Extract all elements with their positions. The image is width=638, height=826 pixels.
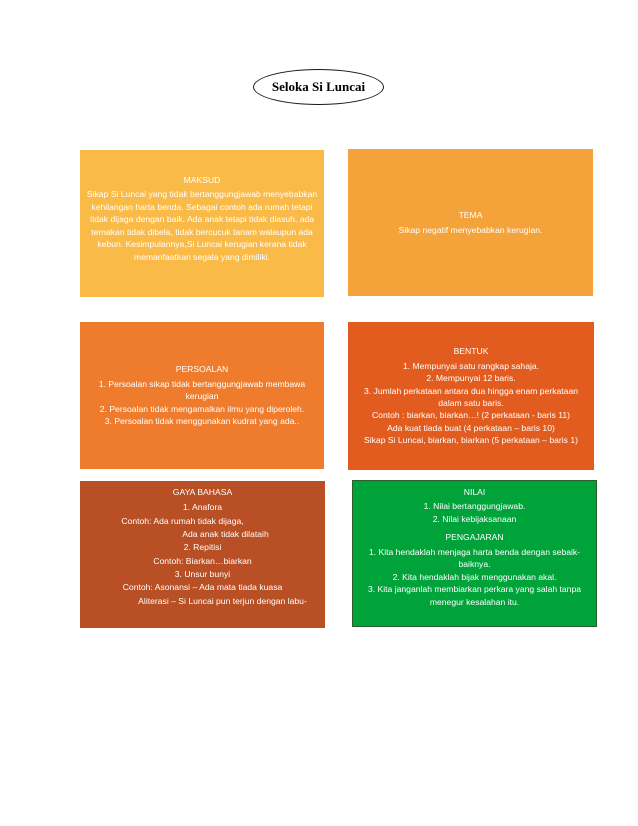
bentuk-item: 1. Mempunyai satu rangkap sahaja. [402, 360, 540, 371]
page-title: Seloka Si Luncai [271, 79, 366, 94]
bentuk-item: Contoh : biarkan, biarkan…! (2 perkataan - baris 11) [371, 410, 571, 421]
persoalan-item: 1. Persoalan sikap tidak bertanggungjawab membawa kerugian [98, 378, 306, 402]
bentuk-item: Sikap Si Luncai, biarkan, biarkan (5 perkataan – baris 1) [363, 435, 578, 446]
maksud-box [80, 150, 324, 297]
persoalan-item: 3. Persoalan tidak menggunakan kudrat yang ada.. [104, 416, 300, 427]
title-ellipse [253, 69, 384, 105]
gaya-bahasa-line: Aliterasi – Si Luncai pun terjun dengan labu- [138, 595, 307, 606]
pengajaran-item: 1. Kita hendaklah menjaga harta benda dengan sebaik-baiknya. [368, 546, 581, 570]
pengajaran-item: 3. Kita janganlah membiarkan perkara yang salah tanpa menegur kesalahan itu. [367, 584, 582, 607]
gaya-bahasa-line: Ada anak tidak dilataih [182, 528, 269, 539]
gaya-bahasa-line: Contoh: Asonansi – Ada mata tiada kuasa [122, 582, 283, 593]
tema-heading: TEMA [458, 210, 483, 221]
gaya-bahasa-line: Contoh: Biarkan…biarkan [153, 555, 252, 566]
persoalan-heading: PERSOALAN [175, 364, 229, 375]
gaya-bahasa-box [80, 481, 325, 628]
tema-body: Sikap negatif menyebabkan kerugian. [398, 224, 543, 235]
bentuk-item: 3. Jumlah perkataan antara dua hingga enam perkataan dalam satu baris. [363, 385, 579, 408]
gaya-bahasa-line: 1. Anafora [182, 502, 223, 513]
tema-box [348, 149, 593, 296]
gaya-bahasa-heading: GAYA BAHASA [172, 487, 233, 497]
bentuk-item: 2. Mempunyai 12 baris. [426, 373, 516, 384]
pengajaran-heading: PENGAJARAN [445, 532, 504, 543]
nilai-box [352, 480, 597, 627]
nilai-heading: NILAI [463, 487, 486, 497]
gaya-bahasa-line: 2. Repitisi [183, 542, 222, 553]
maksud-heading: MAKSUD [183, 175, 221, 185]
gaya-bahasa-line: 3. Unsur bunyi [174, 568, 231, 579]
nilai-item: 2. Nilai kebijaksanaan [432, 513, 517, 524]
nilai-item: 1. Nilai bertanggungjawab. [423, 501, 526, 512]
persoalan-box [80, 322, 324, 469]
pengajaran-item: 2. Kita hendaklah bijak menggunakan akal. [392, 571, 557, 582]
gaya-bahasa-line: Contoh: Ada rumah tidak dijaga, [121, 515, 244, 526]
bentuk-item: Ada kuat tiada buat (4 perkataan – baris 10) [387, 422, 555, 433]
bentuk-box [348, 322, 594, 470]
maksud-body: Sikap Si Luncai yang tidak bertanggungjawab menyebabkan kehilangan harta benda. Sebagai contoh ada rumah tetapi tidak dijaga dengan baik. Ada anak tetapi tidak diasuh, ada ternakan tidak dibela, tidak bercucuk tanam walaupun ada kebun. Kesimpulannya,Si Luncai kerugian kerana tidak memanfaatkan segala yang dimiliki. [86, 189, 318, 262]
bentuk-heading: BENTUK [453, 346, 489, 357]
persoalan-item: 2. Persoalan tidak mengamalkan ilmu yang diperoleh. [99, 403, 305, 414]
